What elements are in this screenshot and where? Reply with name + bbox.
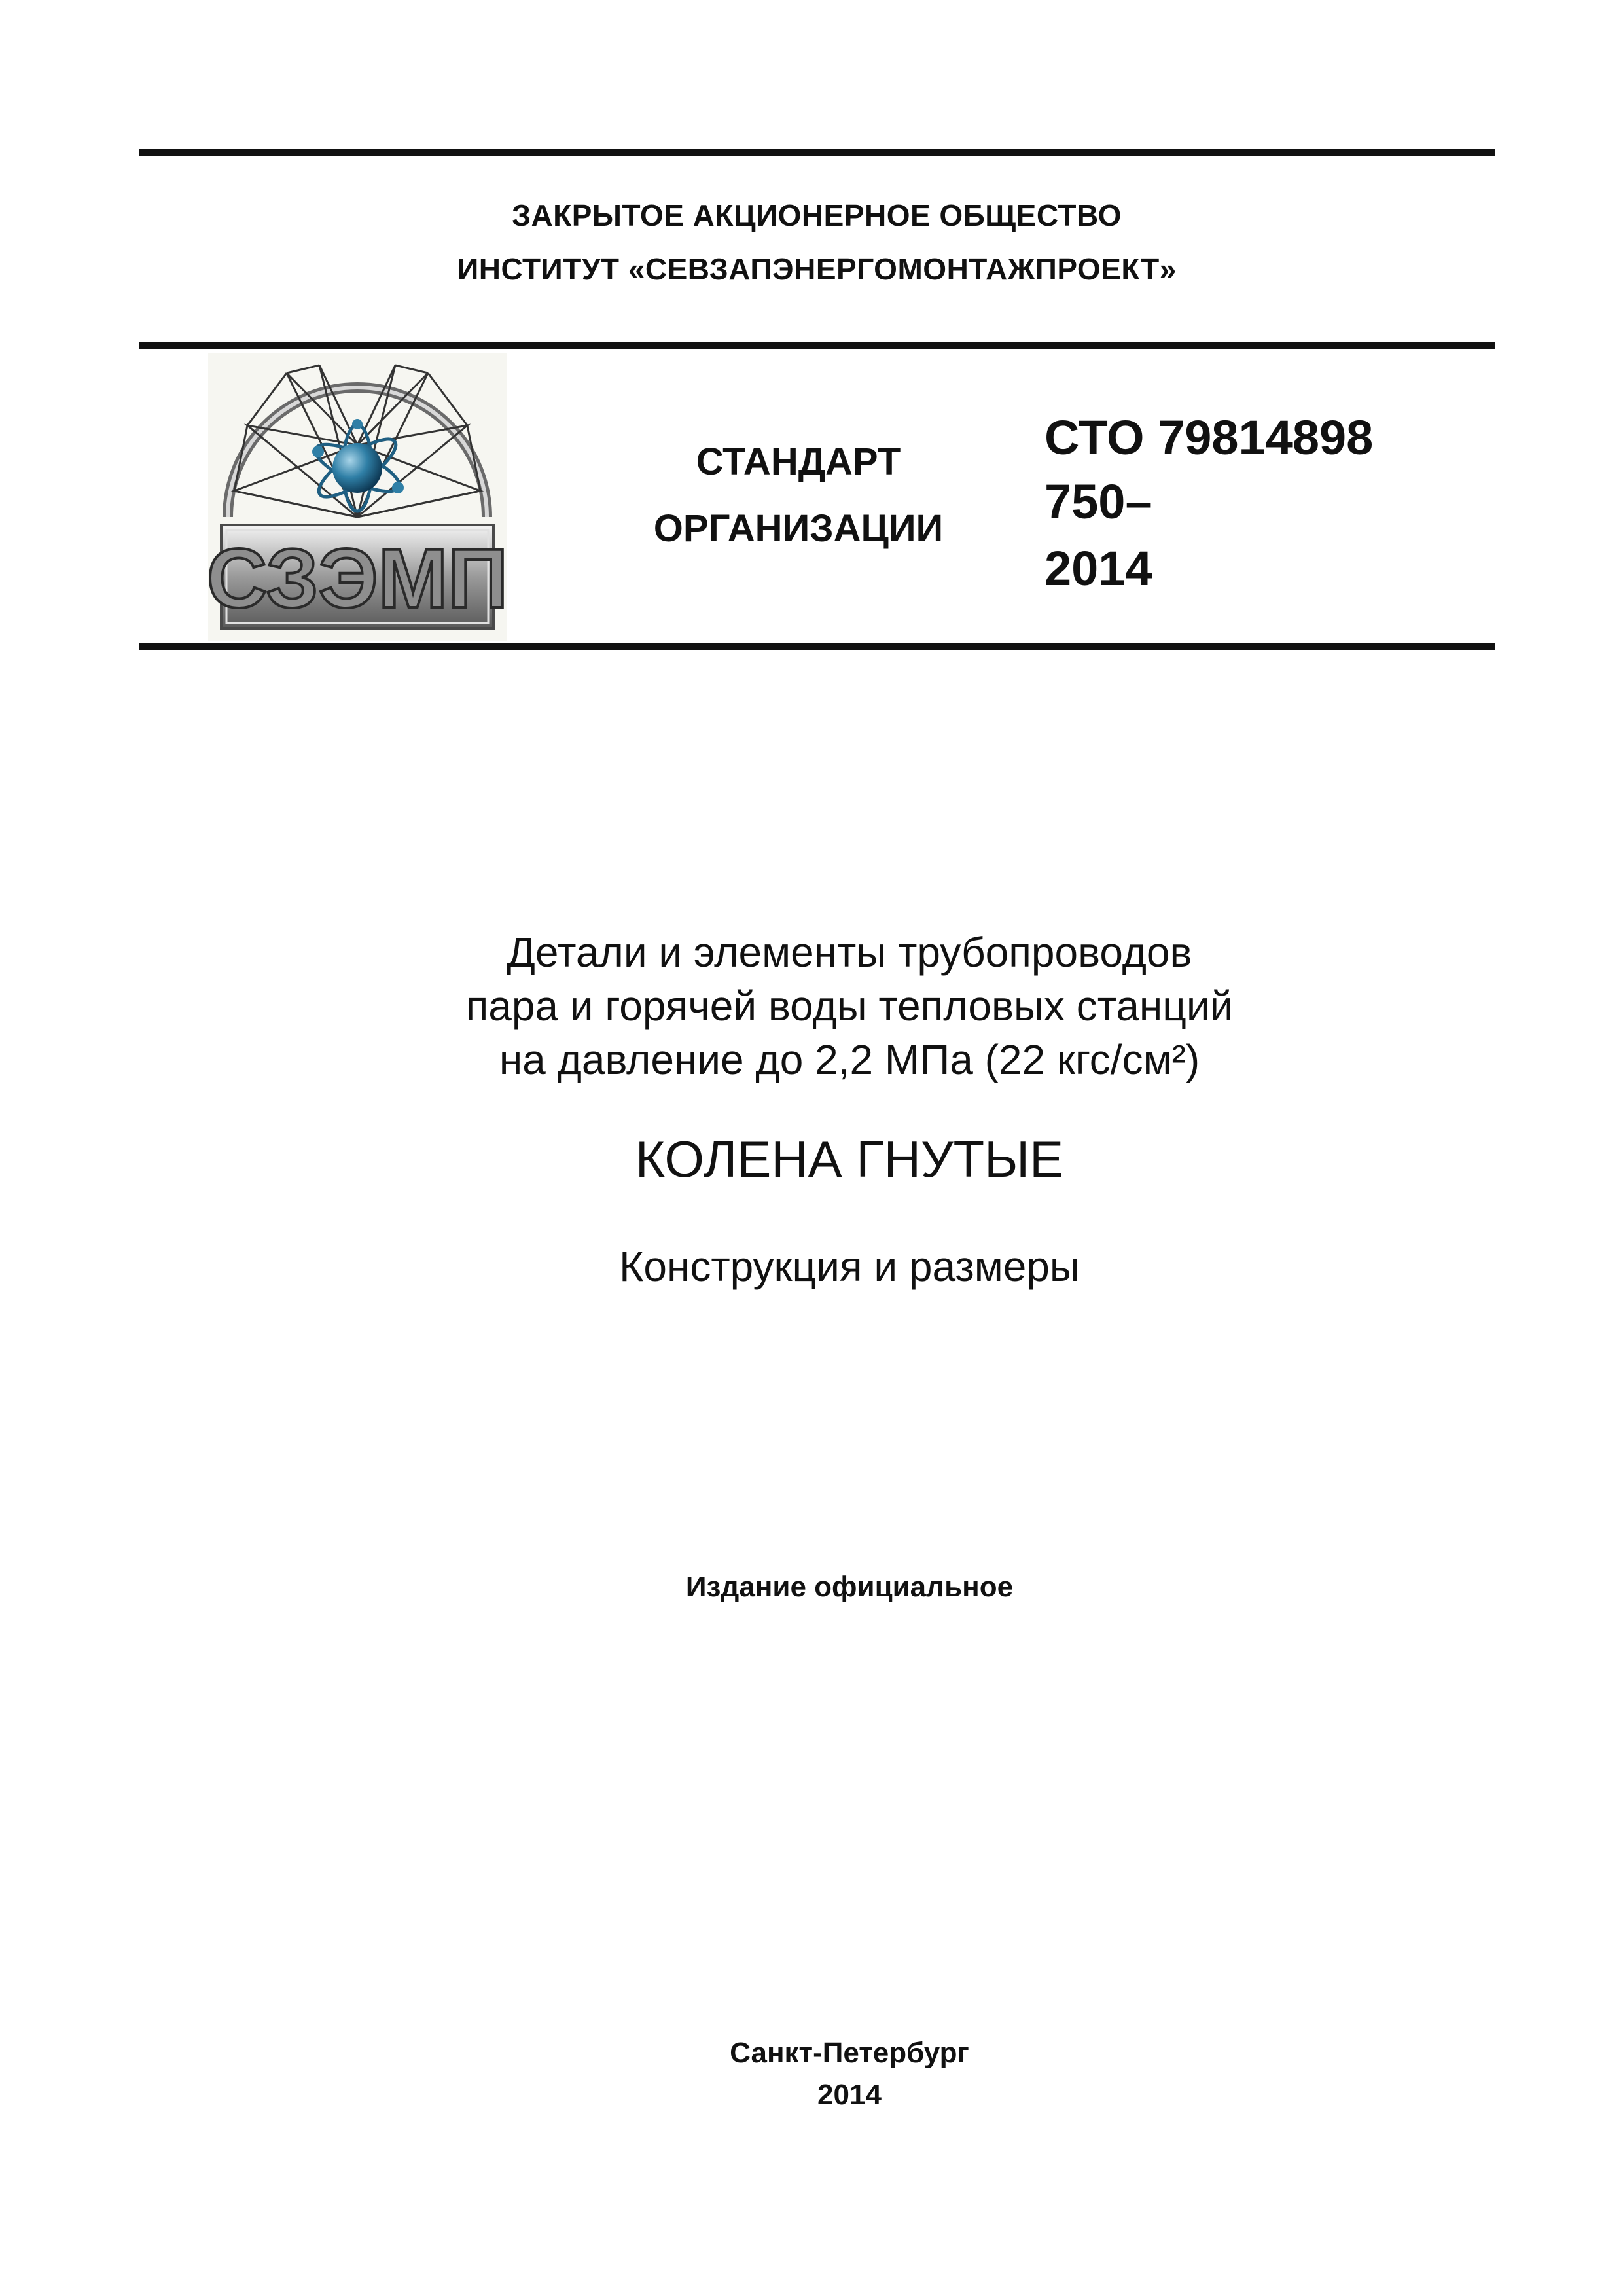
- document-title-line3: на давление до 2,2 МПа (22 кгс/см²): [499, 1036, 1200, 1083]
- standard-label-line1: СТАНДАРТ: [696, 440, 901, 483]
- standard-label-line2: ОРГАНИЗАЦИИ: [653, 507, 944, 550]
- standard-code-line2: 750–: [1044, 475, 1152, 529]
- standard-code-line3: 2014: [1044, 541, 1152, 596]
- footer-year: 2014: [817, 2079, 882, 2111]
- org-name-line1: ЗАКРЫТОЕ АКЦИОНЕРНОЕ ОБЩЕСТВО: [512, 198, 1122, 232]
- edition-label: Издание официальное: [685, 1571, 1014, 1603]
- header-rule: [139, 342, 1495, 349]
- logo-text: СЗЭМП: [208, 532, 507, 626]
- document-title-line2: пара и горячей воды тепловых станций: [465, 982, 1234, 1030]
- company-logo: [208, 353, 507, 641]
- atom-sunburst-logo-icon: [208, 353, 507, 641]
- top-rule: [139, 149, 1495, 156]
- document-subtitle: Конструкция и размеры: [619, 1243, 1080, 1290]
- header-bottom-rule: [139, 643, 1495, 650]
- footer-city: Санкт-Петербург: [730, 2037, 969, 2069]
- standard-code-line1: СТО 79814898: [1044, 410, 1374, 465]
- document-main-title: КОЛЕНА ГНУТЫЕ: [635, 1130, 1064, 1188]
- document-title-line1: Детали и элементы трубопроводов: [507, 929, 1192, 976]
- org-name-line2: ИНСТИТУТ «СЕВЗАПЭНЕРГОМОНТАЖПРОЕКТ»: [457, 252, 1177, 286]
